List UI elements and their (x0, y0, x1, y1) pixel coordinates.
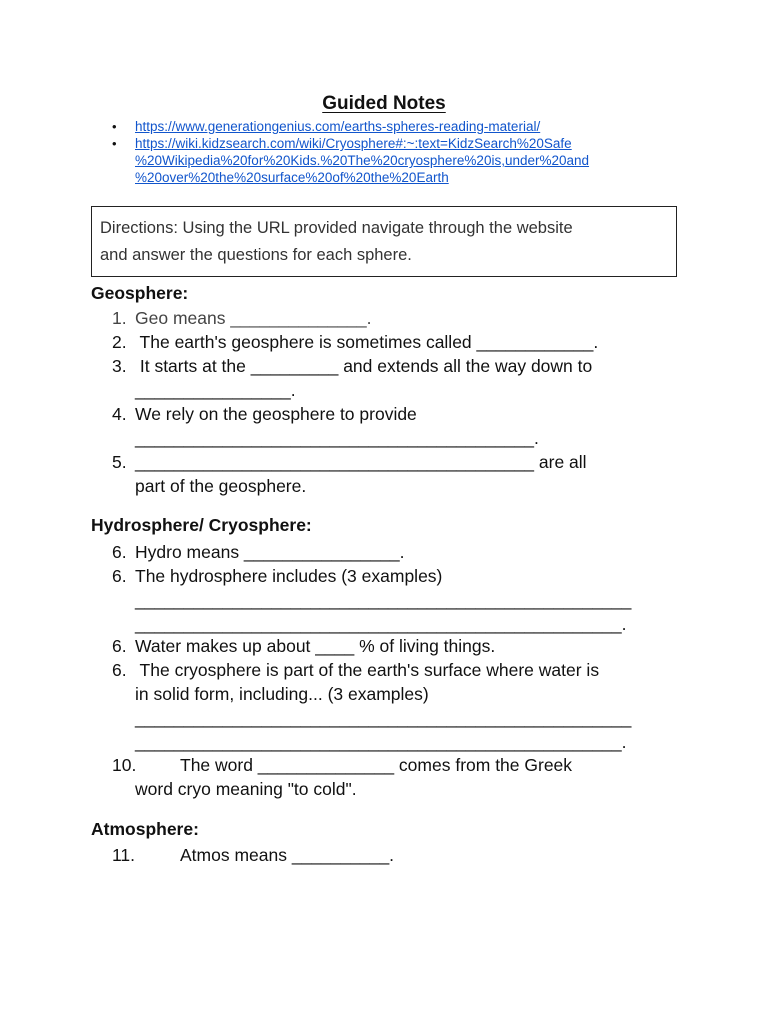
page-title: Guided Notes (322, 93, 446, 114)
link-generation-genius[interactable]: https://www.generationgenius.com/earths-spheres-reading-material/ (135, 119, 541, 134)
link-kidzsearch-cryosphere[interactable] (135, 136, 589, 185)
question-continuation: ________________. (135, 380, 296, 400)
question-9 (112, 658, 682, 754)
question-number: 6. (112, 542, 127, 562)
question-text: The cryosphere is part of the earth's surface where water is (135, 660, 600, 680)
question-number: 6. (112, 566, 127, 586)
question-10 (112, 753, 682, 801)
question-number: 5. (112, 452, 127, 472)
directions-line: and answer the questions for each sphere. (100, 246, 412, 264)
bullet-icon: • (112, 119, 117, 134)
question-continuation: __________________________________________________. (135, 732, 627, 752)
question-continuation: _________________________________________. (135, 428, 539, 448)
question-number: 6. (112, 660, 127, 680)
section-title-geosphere: Geosphere: (91, 283, 189, 303)
question-text: The earth's geosphere is sometimes called ____________. (135, 332, 599, 352)
question-text: The hydrosphere includes (3 examples) (135, 566, 443, 586)
question-text: Water makes up about ____ % of living things. (135, 636, 496, 656)
link-line: https://wiki.kidzsearch.com/wiki/Cryosphere#:~:text=KidzSearch%20Safe (135, 136, 572, 151)
question-continuation: ___________________________________________________ (135, 590, 632, 610)
bullet-icon: • (112, 136, 117, 151)
directions-box (91, 206, 677, 277)
question-number: 4. (112, 404, 127, 424)
list-item (112, 118, 672, 135)
question-continuation: __________________________________________________. (135, 614, 627, 634)
question-text: Atmos means __________. (180, 845, 395, 865)
question-text: It starts at the _________ and extends all the way down to (135, 356, 593, 376)
question-text: Hydro means ________________. (135, 542, 405, 562)
question-number: 11. (112, 845, 136, 865)
question-11 (112, 843, 682, 867)
question-text: The word ______________ comes from the Greek (180, 755, 573, 775)
question-continuation: part of the geosphere. (135, 476, 307, 496)
question-1 (112, 306, 682, 330)
question-6 (112, 540, 682, 564)
question-number: 6. (112, 636, 127, 656)
reference-links (112, 118, 672, 186)
question-number: 2. (112, 332, 127, 352)
question-continuation: word cryo meaning "to cold". (135, 779, 357, 799)
section-title-hydrosphere: Hydrosphere/ Cryosphere: (91, 515, 312, 535)
list-item (112, 135, 672, 186)
question-5 (112, 450, 682, 498)
question-number: 3. (112, 356, 127, 376)
section-title-atmosphere: Atmosphere: (91, 819, 199, 839)
question-text: Geo means ______________. (135, 308, 372, 328)
question-2 (112, 330, 682, 354)
question-7 (112, 564, 682, 636)
question-8 (112, 634, 682, 658)
question-text: _________________________________________ are all (135, 452, 587, 472)
question-number: 1. (112, 308, 127, 328)
question-3 (112, 354, 682, 402)
link-line: %20over%20the%20surface%20of%20the%20Earth (135, 170, 449, 185)
link-line: %20Wikipedia%20for%20Kids.%20The%20cryosphere%20is,under%20and (135, 153, 590, 168)
question-number: 10. (112, 755, 137, 775)
question-text: We rely on the geosphere to provide (135, 404, 417, 424)
directions-line: Directions: Using the URL provided navigate through the website (100, 219, 573, 237)
question-4 (112, 402, 682, 450)
question-continuation: in solid form, including... (3 examples) (135, 684, 429, 704)
question-continuation: ___________________________________________________ (135, 708, 632, 728)
